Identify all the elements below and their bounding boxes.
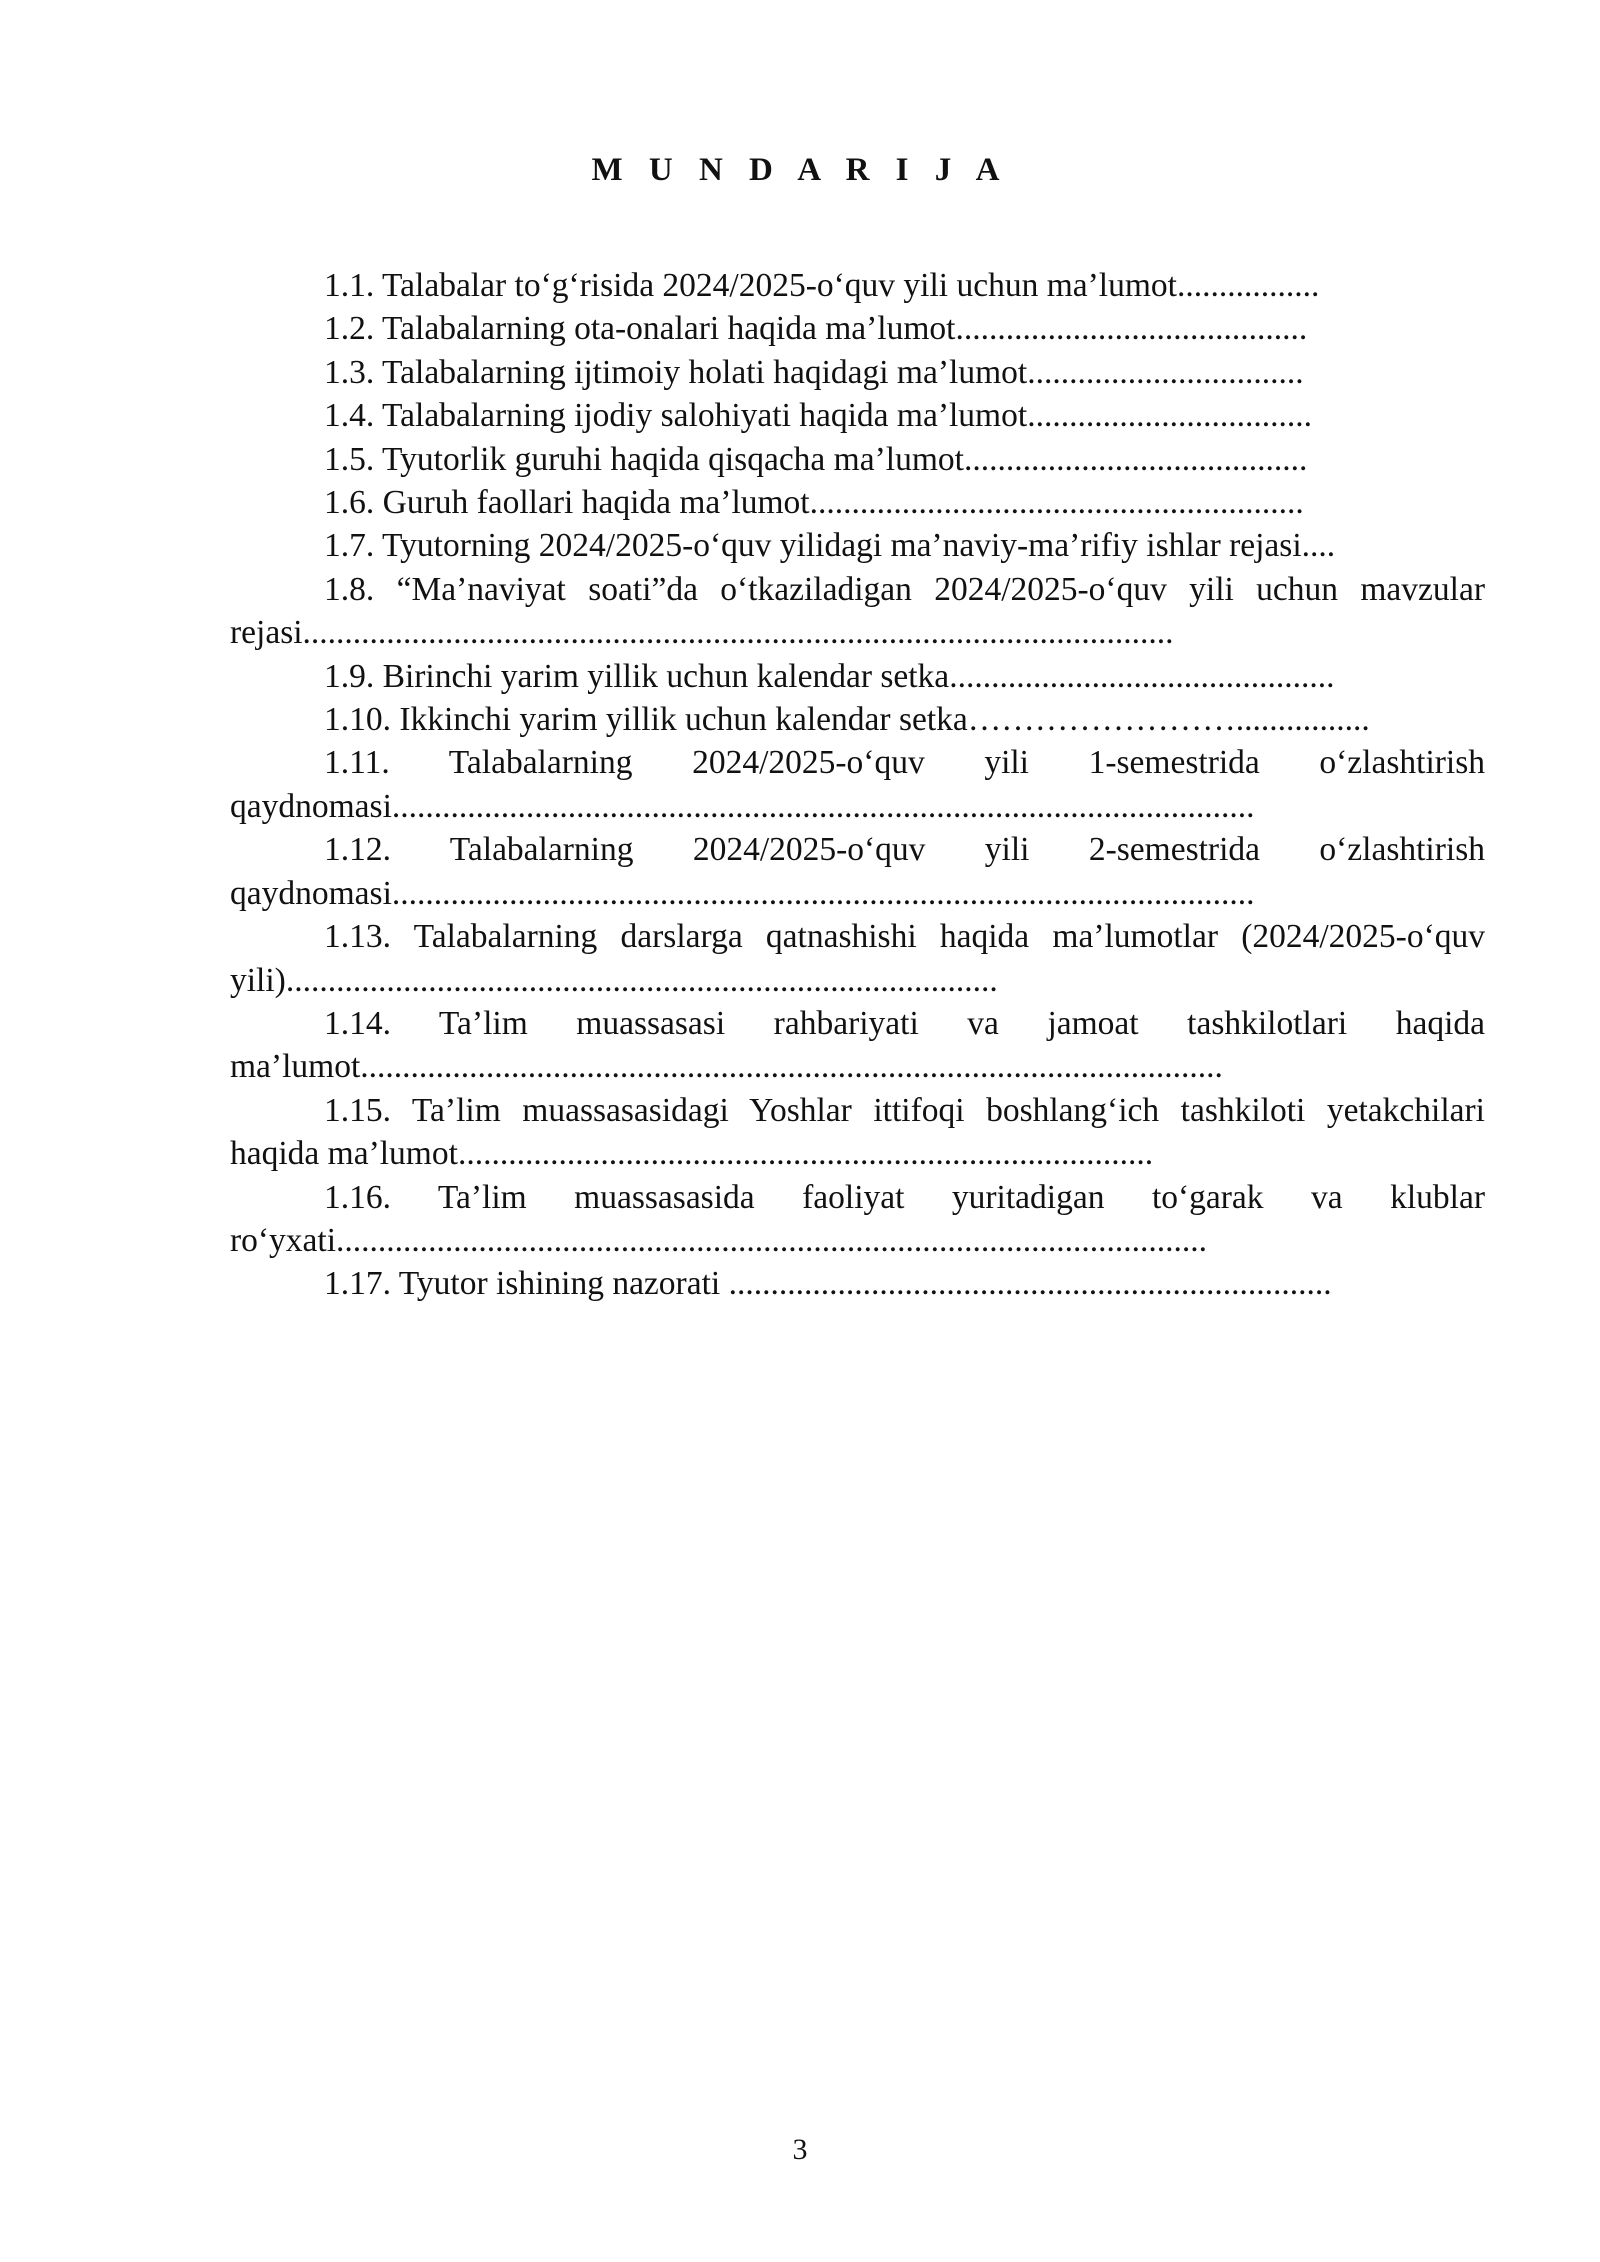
toc-entry-1-6[interactable] bbox=[230, 481, 1485, 524]
table-of-contents bbox=[230, 264, 1485, 1306]
toc-entry-1-16[interactable] bbox=[230, 1176, 1485, 1263]
toc-entry-text: 1.13. Talabalarning darslarga qatnashishi haqida ma’lumotlar (2024/2025-o‘quv yili) bbox=[230, 918, 1485, 999]
toc-dot-leader: ……………………................ bbox=[967, 701, 1370, 739]
toc-entry-1-15[interactable] bbox=[230, 1089, 1485, 1176]
toc-entry-text: 1.3. Talabalarning ijtimoiy holati haqidagi ma’lumot bbox=[324, 353, 1028, 391]
toc-dot-leader: ........................................................................................................ bbox=[336, 1221, 1208, 1259]
toc-dot-leader: ........................................................................................................ bbox=[302, 614, 1174, 652]
toc-entry-1-9[interactable] bbox=[230, 655, 1485, 698]
toc-entry-text: 1.2. Talabalarning ota-onalari haqida ma’lumot bbox=[324, 310, 956, 348]
toc-entry-1-14[interactable] bbox=[230, 1002, 1485, 1089]
toc-entry-text: 1.17. Tyutor ishining nazorati bbox=[324, 1265, 729, 1303]
toc-entry-text: 1.11. Talabalarning 2024/2025-o‘quv yili 1-semestrida o‘zlashtirish qaydnomasi bbox=[230, 744, 1485, 825]
toc-entry-text: 1.14. Ta’lim muassasasi rahbariyati va jamoat tashkilotlari haqida ma’lumot bbox=[230, 1004, 1485, 1086]
toc-entry-text: 1.5. Tyutorlik guruhi haqida qisqacha ma’lumot bbox=[324, 440, 964, 478]
toc-entry-text: 1.6. Guruh faollari haqida ma’lumot bbox=[324, 484, 810, 522]
toc-dot-leader: ................. bbox=[1176, 267, 1320, 304]
toc-dot-leader: ................................. bbox=[1027, 353, 1304, 391]
toc-entry-1-13[interactable] bbox=[230, 915, 1485, 1002]
toc-dot-leader: ................................................................................... bbox=[457, 1135, 1154, 1173]
toc-dot-leader: ....................................................................................................... bbox=[360, 1048, 1223, 1086]
toc-entry-1-1[interactable] bbox=[230, 264, 1485, 307]
toc-dot-leader: ......................................... bbox=[963, 440, 1308, 478]
toc-entry-1-10[interactable] bbox=[230, 698, 1485, 741]
toc-entry-1-7[interactable] bbox=[230, 524, 1485, 567]
toc-entry-text: 1.9. Birinchi yarim yillik uchun kalendar setka bbox=[324, 657, 950, 695]
toc-entry-text: 1.15. Ta’lim muassasasidagi Yoshlar ittifoqi boshlang‘ich tashkiloti yetakchilari haqida ma’lumot bbox=[230, 1091, 1485, 1173]
toc-dot-leader: ........................................................................ bbox=[728, 1265, 1332, 1303]
toc-entry-1-4[interactable] bbox=[230, 394, 1485, 437]
page-number: 3 bbox=[792, 2133, 808, 2166]
toc-dot-leader: .................................. bbox=[1027, 397, 1312, 435]
toc-entry-1-12[interactable] bbox=[230, 828, 1485, 915]
toc-entry-text: 1.1. Talabalar to‘g‘risida 2024/2025-o‘quv yili uchun ma’lumot bbox=[324, 267, 1177, 304]
toc-entry-text: 1.12. Talabalarning 2024/2025-o‘quv yili 2-semestrida o‘zlashtirish qaydnomasi bbox=[230, 831, 1485, 912]
toc-dot-leader: ........................................................... bbox=[809, 484, 1304, 522]
toc-dot-leader: .... bbox=[1301, 527, 1336, 565]
toc-entry-text: 1.8. “Ma’naviyat soati”da o‘tkaziladigan 2024/2025-o‘quv yili uchun mavzular rejasi bbox=[230, 570, 1485, 652]
toc-entry-1-5[interactable] bbox=[230, 438, 1485, 481]
toc-entry-text: 1.16. Ta’lim muassasasida faoliyat yuritadigan to‘garak va klublar ro‘yxati bbox=[230, 1178, 1485, 1259]
page-title: M U N D A R I J A bbox=[591, 152, 1009, 188]
toc-entry-text: 1.7. Tyutorning 2024/2025-o‘quv yilidagi ma’naviy-ma’rifiy ishlar rejasi bbox=[324, 527, 1302, 565]
toc-entry-1-8[interactable] bbox=[230, 568, 1485, 655]
toc-entry-1-3[interactable] bbox=[230, 351, 1485, 394]
toc-entry-1-17[interactable] bbox=[230, 1262, 1485, 1305]
toc-entry-1-11[interactable] bbox=[230, 741, 1485, 828]
toc-entry-text: 1.4. Talabalarning ijodiy salohiyati haqida ma’lumot bbox=[324, 397, 1028, 435]
toc-entry-text: 1.10. Ikkinchi yarim yillik uchun kalendar setka bbox=[324, 701, 968, 739]
toc-dot-leader: .......................................... bbox=[955, 310, 1308, 348]
toc-dot-leader: .............................................. bbox=[949, 657, 1335, 695]
toc-entry-1-2[interactable] bbox=[230, 307, 1485, 350]
toc-dot-leader: ..................................................................................... bbox=[285, 961, 998, 999]
toc-dot-leader: ....................................................................................................... bbox=[391, 787, 1255, 825]
toc-dot-leader: ....................................................................................................... bbox=[391, 874, 1255, 912]
